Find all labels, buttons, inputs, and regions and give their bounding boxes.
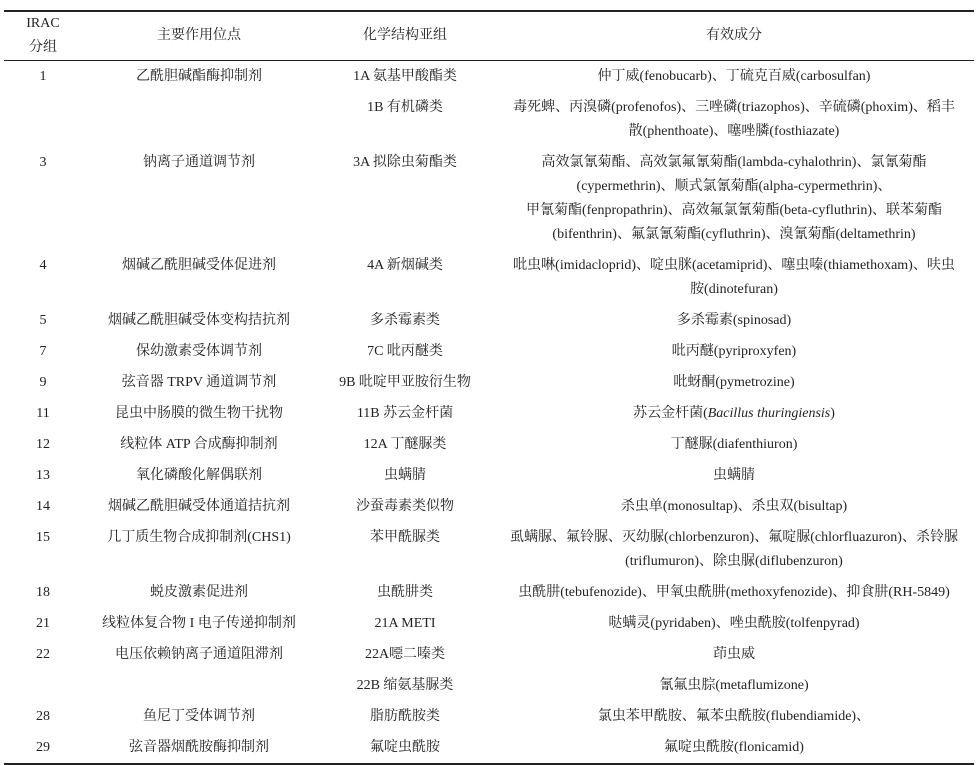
ingredient-line: 吡蚜酮(pymetrozine) (673, 374, 795, 390)
cell-subgroup: 1B 有机磷类 (367, 99, 443, 115)
cell-ingredient (494, 336, 974, 367)
header-irac-group (4, 11, 82, 61)
irac-classification-table (4, 10, 974, 765)
header-site: 主要作用位点 (157, 28, 241, 43)
cell-irac-group: 22 (36, 646, 50, 662)
cell-site: 烟碱乙酰胆碱受体促进剂 (122, 257, 276, 273)
ingredient-line: 氯虫苯甲酰胺、氟苯虫酰胺(flubendiamide)、 (597, 708, 871, 724)
cell-subgroup: 沙蚕毒素类似物 (356, 498, 454, 514)
ingredient-line (500, 402, 968, 426)
cell-ingredient (494, 701, 974, 732)
ingredient-line: 虱螨脲、氟铃脲、灭幼脲(chlorbenzuron)、氟啶脲(chlorfluazuron)、杀铃脲 (510, 529, 958, 545)
cell-ingredient (494, 460, 974, 491)
ingredient-line: 高效氯氰菊酯、高效氯氟氰菊酯(lambda-cyhalothrin)、氯氰菊酯 (541, 154, 927, 170)
ingredient-line: 胺(dinotefuran) (690, 281, 778, 297)
cell-site: 乙酰胆碱酯酶抑制剂 (136, 68, 262, 84)
ingredient-line: 吡虫啉(imidacloprid)、啶虫脒(acetamiprid)、噻虫嗪(thiamethoxam)、呋虫 (513, 257, 955, 273)
table-row (4, 460, 974, 491)
cell-irac-group: 18 (36, 584, 50, 600)
cell-subgroup: 虫螨腈 (384, 467, 426, 483)
cell-irac-group: 15 (36, 529, 50, 545)
ingredient-line: 多杀霉素(spinosad) (676, 312, 792, 328)
cell-site: 弦音器 TRPV 通道调节剂 (121, 374, 277, 390)
cell-irac-group: 12 (36, 436, 50, 452)
cell-irac-group: 7 (39, 343, 47, 359)
table-row (4, 701, 974, 732)
cell-irac-group: 1 (39, 68, 47, 84)
cell-site (82, 670, 316, 701)
ingredient-line: 氰氟虫腙(metaflumizone) (659, 677, 809, 693)
cell-irac-group: 14 (36, 498, 50, 514)
cell-site: 烟碱乙酰胆碱受体变构拮抗剂 (108, 312, 290, 328)
cell-irac-group: 13 (36, 467, 50, 483)
cell-ingredient (494, 305, 974, 336)
cell-ingredient (494, 61, 974, 93)
cell-irac-group (4, 92, 82, 147)
cell-ingredient (494, 429, 974, 460)
ingredient-line: (cypermethrin)、顺式氯氰菊酯(alpha-cypermethrin)、 (576, 178, 892, 194)
ingredient-line: 虫酰肼(tebufenozide)、甲氧虫酰肼(methoxyfenozide)、抑食肼(RH-5849) (518, 584, 950, 600)
cell-site: 保幼激素受体调节剂 (136, 343, 262, 359)
table-row (4, 305, 974, 336)
cell-irac-group: 28 (36, 708, 50, 724)
cell-ingredient (494, 670, 974, 701)
cell-ingredient (494, 639, 974, 670)
ingredient-line: 甲氰菊酯(fenpropathrin)、高效氟氯氰菊酯(beta-cyfluthrin)、联苯菊酯 (525, 202, 943, 218)
ingredient-line: 毒死蜱、丙溴磷(profenofos)、三唑磷(triazophos)、辛硫磷(phoxim)、稻丰 (513, 99, 955, 115)
cell-subgroup: 22A噁二嗪类 (364, 646, 446, 662)
table-header-row (4, 11, 974, 61)
cell-subgroup: 22B 缩氨基脲类 (356, 677, 454, 693)
cell-irac-group: 11 (36, 405, 50, 421)
cell-ingredient (494, 398, 974, 429)
header-ingredient: 有效成分 (706, 28, 762, 43)
ingredient-line: (bifenthrin)、氟氯氰菊酯(cyfluthrin)、溴氰菊酯(deltamethrin) (552, 226, 916, 242)
cell-ingredient (494, 608, 974, 639)
table-row (4, 522, 974, 577)
cell-subgroup: 苯甲酰脲类 (370, 529, 440, 545)
ingredient-line: 丁醚脲(diafenthiuron) (670, 436, 798, 452)
cell-subgroup: 1A 氨基甲酸酯类 (353, 68, 457, 84)
cell-subgroup: 21A METI (374, 615, 436, 631)
ingredient-line: 散(phenthoate)、噻唑膦(fosthiazate) (628, 123, 840, 139)
cell-site: 电压依赖钠离子通道阻滞剂 (115, 646, 283, 662)
table-row (4, 608, 974, 639)
ingredient-line: 仲丁威(fenobucarb)、丁硫克百威(carbosulfan) (597, 68, 871, 84)
cell-site (82, 92, 316, 147)
table-row (4, 577, 974, 608)
cell-subgroup: 9B 吡啶甲亚胺衍生物 (339, 374, 471, 390)
cell-site: 氧化磷酸化解偶联剂 (136, 467, 262, 483)
table-row (4, 92, 974, 147)
header-subgroup: 化学结构亚组 (363, 28, 447, 43)
cell-ingredient (494, 732, 974, 764)
cell-subgroup: 4A 新烟碱类 (367, 257, 443, 273)
cell-ingredient (494, 522, 974, 577)
cell-site: 线粒体复合物 I 电子传递抑制剂 (102, 615, 296, 631)
cell-irac-group: 29 (36, 739, 50, 755)
ingredient-line: 虫螨腈 (713, 467, 755, 483)
table-body (4, 61, 974, 765)
ingredient-line: (triflumuron)、除虫脲(diflubenzuron) (625, 553, 843, 569)
table-row (4, 398, 974, 429)
cell-subgroup: 虫酰肼类 (377, 584, 433, 600)
table-row (4, 429, 974, 460)
cell-ingredient (494, 367, 974, 398)
cell-site: 弦音器烟酰胺酶抑制剂 (129, 739, 269, 755)
cell-subgroup: 多杀霉素类 (370, 312, 440, 328)
cell-irac-group: 9 (39, 374, 47, 390)
cell-irac-group: 21 (36, 615, 50, 631)
cell-site: 蜕皮激素促进剂 (150, 584, 248, 600)
cell-site: 钠离子通道调节剂 (143, 154, 255, 170)
table-row (4, 670, 974, 701)
table-row (4, 639, 974, 670)
table-row (4, 732, 974, 764)
ingredient-line: 杀虫单(monosultap)、杀虫双(bisultap) (620, 498, 848, 514)
table-row (4, 61, 974, 93)
ingredient-species-name: Bacillus thuringiensis (707, 405, 831, 421)
table-row (4, 367, 974, 398)
cell-subgroup: 脂肪酰胺类 (370, 708, 440, 724)
cell-site: 线粒体 ATP 合成酶抑制剂 (120, 436, 278, 452)
cell-site: 昆虫中肠膜的微生物干扰物 (115, 405, 283, 421)
cell-site: 几丁质生物合成抑制剂(CHS1) (107, 529, 291, 545)
cell-site: 烟碱乙酰胆碱受体通道拮抗剂 (108, 498, 290, 514)
cell-irac-group: 5 (39, 312, 47, 328)
cell-site: 鱼尼丁受体调节剂 (143, 708, 255, 724)
ingredient-line: 氟啶虫酰胺(flonicamid) (664, 739, 804, 755)
cell-ingredient (494, 250, 974, 305)
ingredient-line: 哒螨灵(pyridaben)、唑虫酰胺(tolfenpyrad) (608, 615, 860, 631)
table-row (4, 336, 974, 367)
cell-irac-group (4, 670, 82, 701)
cell-subgroup: 氟啶虫酰胺 (370, 739, 440, 755)
cell-ingredient (494, 577, 974, 608)
cell-subgroup: 11B 苏云金杆菌 (356, 405, 454, 421)
ingredient-line: 吡丙醚(pyriproxyfen) (671, 343, 797, 359)
cell-subgroup: 3A 拟除虫菊酯类 (353, 154, 457, 170)
table-row (4, 491, 974, 522)
cell-subgroup: 7C 吡丙醚类 (367, 343, 443, 359)
ingredient-line: 茚虫威 (713, 646, 755, 662)
cell-ingredient (494, 92, 974, 147)
cell-ingredient (494, 147, 974, 250)
ingredient-text: ) (830, 405, 835, 421)
cell-irac-group: 4 (39, 257, 47, 273)
header-irac-line2: 分组 (29, 40, 57, 55)
cell-subgroup: 12A 丁醚脲类 (363, 436, 447, 452)
table-row (4, 250, 974, 305)
header-irac-line1: IRAC (26, 16, 60, 31)
cell-ingredient (494, 491, 974, 522)
table-row (4, 147, 974, 250)
cell-irac-group: 3 (39, 154, 47, 170)
ingredient-text: 苏云金杆菌( (633, 405, 708, 421)
